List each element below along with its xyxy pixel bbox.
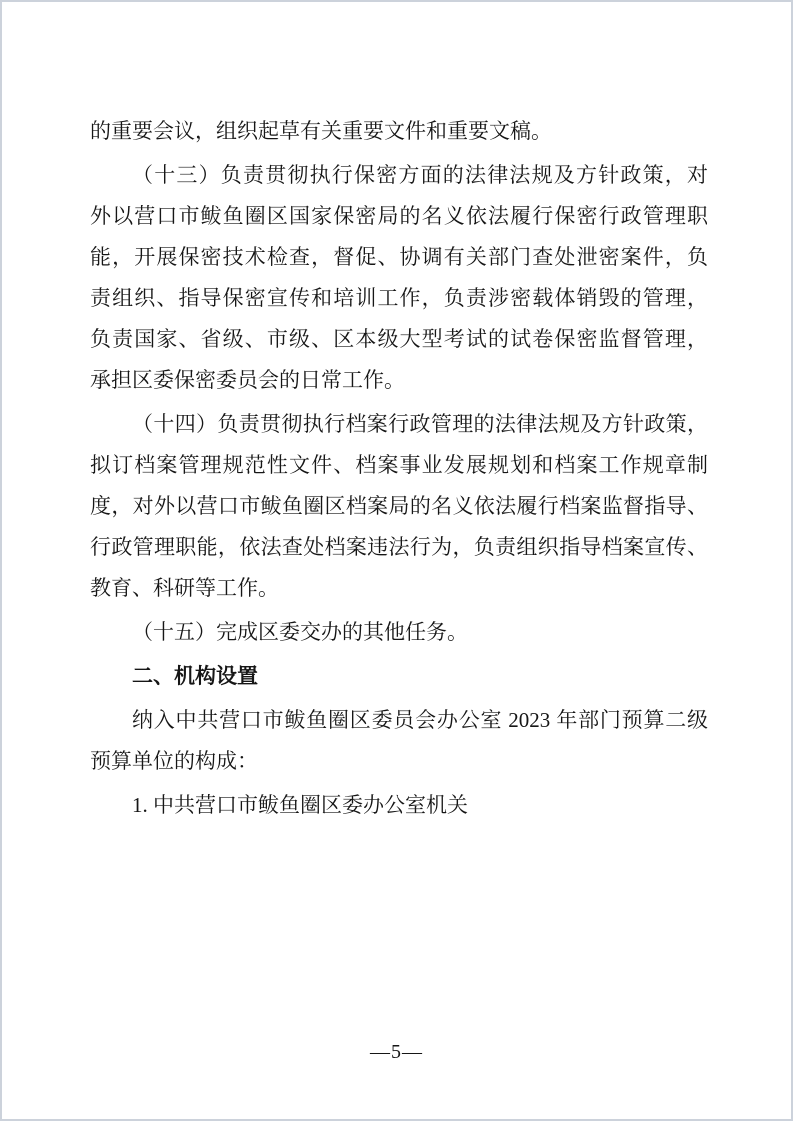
text-line: 能，开展保密技术检查，督促、协调有关部门查处泄密案件，负 <box>90 245 708 269</box>
text-line: 的重要会议，组织起草有关重要文件和重要文稿。 <box>90 119 552 143</box>
text-line: 承担区委保密委员会的日常工作。 <box>90 368 405 392</box>
text-line: 1. 中共营口市鲅鱼圈区委办公室机关 <box>132 793 468 817</box>
text-line: 外以营口市鲅鱼圈区国家保密局的名义依法履行保密行政管理职 <box>90 204 708 228</box>
text-line: 度，对外以营口市鲅鱼圈区档案局的名义依法履行档案监督指导、 <box>90 494 708 518</box>
text-line: 教育、科研等工作。 <box>90 576 279 600</box>
text-line: 预算单位的构成： <box>90 749 258 773</box>
text-line: （十四）负责贯彻执行档案行政管理的法律法规及方针政策， <box>132 412 708 436</box>
text-line: 责组织、指导保密宣传和培训工作，负责涉密载体销毁的管理， <box>90 286 708 310</box>
text-line: 行政管理职能，依法查处档案违法行为，负责组织指导档案宣传、 <box>90 535 708 559</box>
paragraph <box>90 612 708 653</box>
text-line: 纳入中共营口市鲅鱼圈区委员会办公室 2023 年部门预算二级 <box>132 708 708 732</box>
paragraph <box>90 404 708 609</box>
text-line: 负责国家、省级、市级、区本级大型考试的试卷保密监督管理， <box>90 327 708 351</box>
text-line: 拟订档案管理规范性文件、档案事业发展规划和档案工作规章制 <box>90 453 708 477</box>
document-body <box>90 111 708 826</box>
paragraph <box>90 700 708 782</box>
paragraph <box>90 155 708 401</box>
paragraph <box>90 111 708 152</box>
section-heading <box>90 656 708 697</box>
text-line: （十五）完成区委交办的其他任务。 <box>132 620 468 644</box>
text-line: （十三）负责贯彻执行保密方面的法律法规及方针政策，对 <box>132 163 708 187</box>
paragraph <box>90 785 708 826</box>
text-line: 二、机构设置 <box>132 664 258 688</box>
page-number: —5— <box>370 1041 423 1063</box>
